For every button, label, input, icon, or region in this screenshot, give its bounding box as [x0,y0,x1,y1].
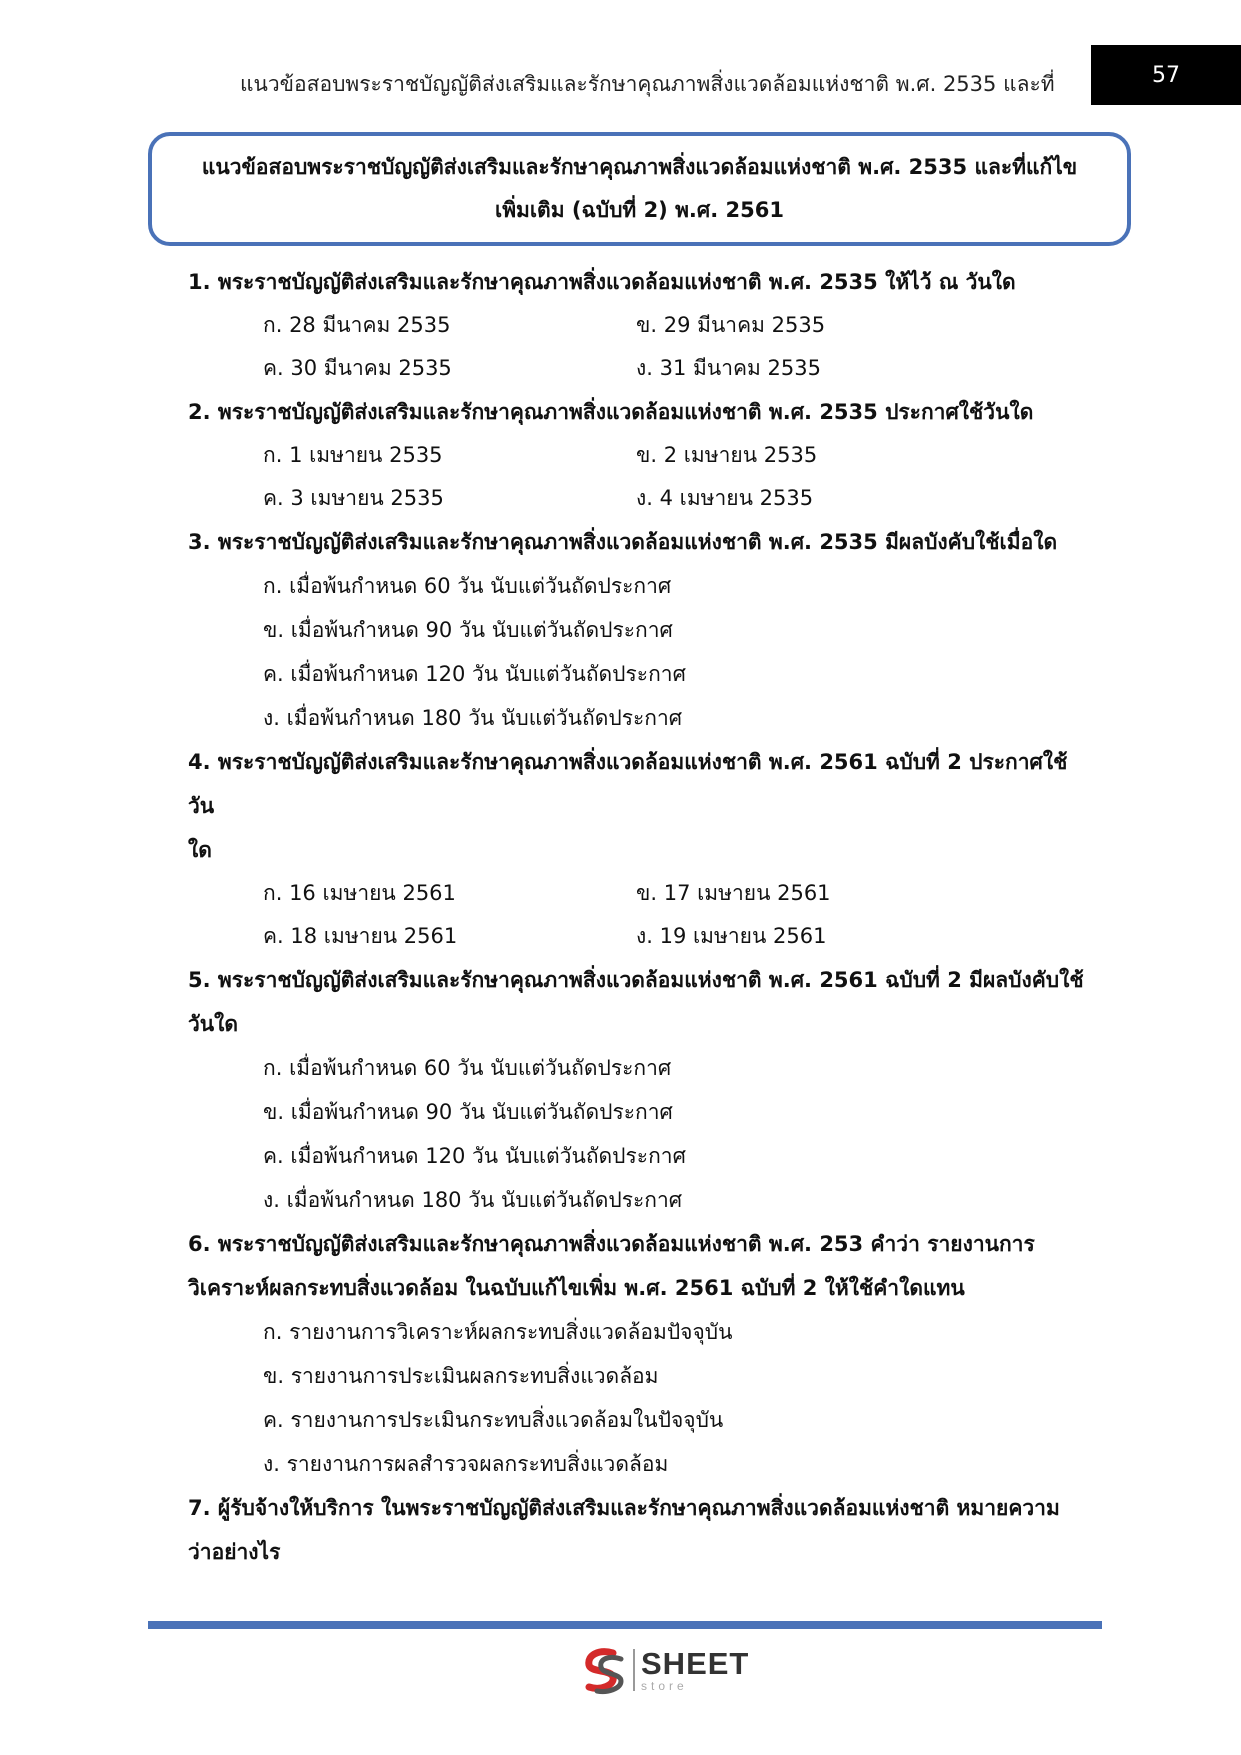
logo-subword: store [641,1679,688,1693]
options-row [188,915,1093,958]
option: ข. 17 เมษายน 2561 [636,881,831,905]
options-row [188,434,1093,477]
option: ก. 16 เมษายน 2561 [263,881,456,905]
question-list [188,260,1093,1574]
option: ค. เมื่อพ้นกำหนด 120 วัน นับแต่วันถัดประกาศ [263,1144,686,1168]
option: ก. รายงานการวิเคราะห์ผลกระทบสิ่งแวดล้อมปัจจุบัน [263,1320,733,1344]
title-box [148,132,1131,246]
option: ข. เมื่อพ้นกำหนด 90 วัน นับแต่วันถัดประกาศ [263,1100,673,1124]
options-row [188,347,1093,390]
running-header: แนวข้อสอบพระราชบัญญัติส่งเสริมและรักษาคุณภาพสิ่งแวดล้อมแห่งชาติ พ.ศ. 2535 และที่ [240,72,1055,96]
option: ง. 4 เมษายน 2535 [636,486,814,510]
question-4-cont: ใด [188,838,212,862]
question-7: 7. ผู้รับจ้างให้บริการ ในพระราชบัญญัติส่งเสริมและรักษาคุณภาพสิ่งแวดล้อมแห่งชาติ หมายความ [188,1496,1060,1520]
option: ก. เมื่อพ้นกำหนด 60 วัน นับแต่วันถัดประกาศ [263,574,672,598]
option: ง. 19 เมษายน 2561 [636,924,827,948]
options-row [188,477,1093,520]
option: ก. เมื่อพ้นกำหนด 60 วัน นับแต่วันถัดประกาศ [263,1056,672,1080]
options-row [188,872,1093,915]
option: ก. 28 มีนาคม 2535 [263,313,451,337]
option: ง. เมื่อพ้นกำหนด 180 วัน นับแต่วันถัดประกาศ [263,706,683,730]
sheet-logo-icon [577,1645,629,1695]
option: ข. เมื่อพ้นกำหนด 90 วัน นับแต่วันถัดประกาศ [263,618,673,642]
option: ข. 29 มีนาคม 2535 [636,313,826,337]
logo-text [641,1648,749,1692]
option: ค. รายงานการประเมินกระทบสิ่งแวดล้อมในปัจจุบัน [263,1408,724,1432]
option: ข. รายงานการประเมินผลกระทบสิ่งแวดล้อม [263,1364,659,1388]
option: ง. เมื่อพ้นกำหนด 180 วัน นับแต่วันถัดประกาศ [263,1188,683,1212]
option: ง. 31 มีนาคม 2535 [636,356,822,380]
question-2: 2. พระราชบัญญัติส่งเสริมและรักษาคุณภาพสิ่งแวดล้อมแห่งชาติ พ.ศ. 2535 ประกาศใช้วันใด [188,400,1034,424]
title-line-1: แนวข้อสอบพระราชบัญญัติส่งเสริมและรักษาคุณภาพสิ่งแวดล้อมแห่งชาติ พ.ศ. 2535 และที่แก้ไข [201,155,1078,179]
question-5: 5. พระราชบัญญัติส่งเสริมและรักษาคุณภาพสิ่งแวดล้อมแห่งชาติ พ.ศ. 2561 ฉบับที่ 2 มีผลบังคับใช้ [188,968,1084,992]
option: ก. 1 เมษายน 2535 [263,443,443,467]
question-3: 3. พระราชบัญญัติส่งเสริมและรักษาคุณภาพสิ่งแวดล้อมแห่งชาติ พ.ศ. 2535 มีผลบังคับใช้เมื่อใด [188,530,1058,554]
question-6: 6. พระราชบัญญัติส่งเสริมและรักษาคุณภาพสิ่งแวดล้อมแห่งชาติ พ.ศ. 253 คำว่า รายงานการ [188,1232,1035,1256]
option: ข. 2 เมษายน 2535 [636,443,818,467]
option: ค. 18 เมษายน 2561 [263,924,458,948]
option: ค. 30 มีนาคม 2535 [263,356,452,380]
page-number: 57 [1091,45,1241,105]
question-1: 1. พระราชบัญญัติส่งเสริมและรักษาคุณภาพสิ่งแวดล้อมแห่งชาติ พ.ศ. 2535 ให้ไว้ ณ วันใด [188,270,1016,294]
sheet-store-logo [577,1645,749,1695]
options-row [188,304,1093,347]
title-line-2: เพิ่มเติม (ฉบับที่ 2) พ.ศ. 2561 [495,198,784,222]
question-5-cont: วันใด [188,1012,239,1036]
option: ง. รายงานการผลสำรวจผลกระทบสิ่งแวดล้อม [263,1452,669,1476]
option: ค. 3 เมษายน 2535 [263,486,444,510]
question-6-cont: วิเคราะห์ผลกระทบสิ่งแวดล้อม ในฉบับแก้ไขเพิ่ม พ.ศ. 2561 ฉบับที่ 2 ให้ใช้คำใดแทน [188,1276,965,1300]
question-4: 4. พระราชบัญญัติส่งเสริมและรักษาคุณภาพสิ่งแวดล้อมแห่งชาติ พ.ศ. 2561 ฉบับที่ 2 ประกาศใช้วัน [188,750,1068,818]
option: ค. เมื่อพ้นกำหนด 120 วัน นับแต่วันถัดประกาศ [263,662,686,686]
question-7-cont: ว่าอย่างไร [188,1540,281,1564]
logo-divider [633,1649,635,1691]
footer-rule [148,1621,1102,1629]
logo-word: SHEET [641,1646,750,1681]
